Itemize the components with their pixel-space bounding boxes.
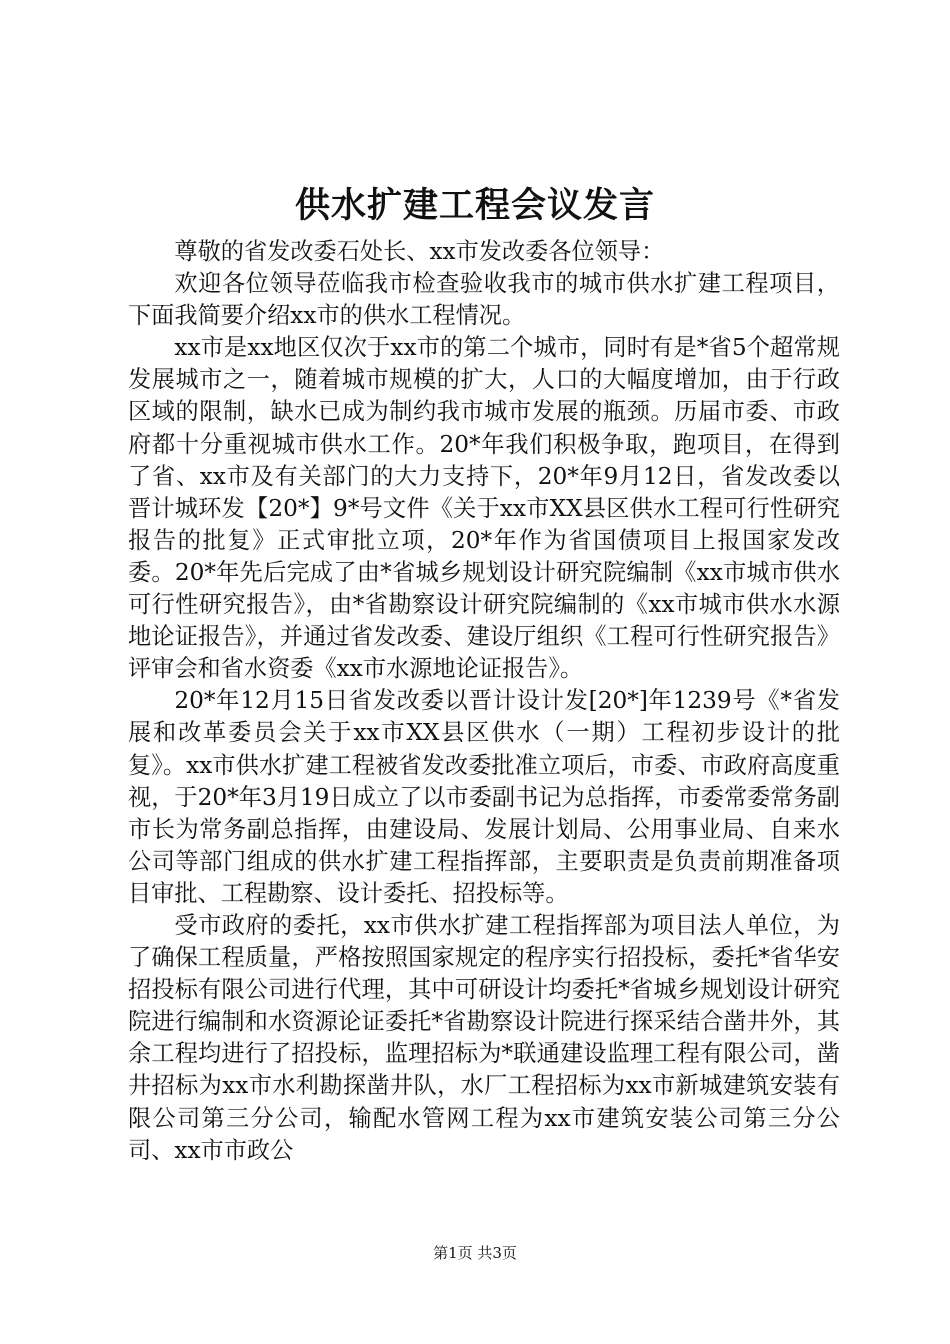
salutation: 尊敬的省发改委石处长、xx市发改委各位领导： <box>174 238 665 265</box>
paragraph: 20*年12月15日省发改委以晋计设计发[20*]年1239号《*省发展和改革委员会关于xx市XX县区供水（一期）工程初步设计的批复》。xx市供水扩建工程被省发改委批准立项后，市委、市政府高度重视，于20*年3月19日成立了以市委副书记为总指挥，市委常委常务副市长为常务副总指挥，由建设局、发展计划局、公用事业局、自来水公司等部门组成的供水扩建工程指挥部，主要职责是负责前期准备项目审批、工程勘察、设计委托、招投标等。 <box>128 687 840 907</box>
document-title: 供水扩建工程会议发言 <box>294 185 655 226</box>
paragraph: xx市是xx地区仅次于xx市的第二个城市，同时有是*省5个超常规发展城市之一，随着城市规模的扩大，人口的大幅度增加，由于行政区域的限制，缺水已成为制约我市城市发展的瓶颈。历届市委、市政府都十分重视城市供水工作。20*年我们积极争取，跑项目，在得到了省、xx市及有关部门的大力支持下，20*年9月12日，省发改委以晋计城环发【20*】9*号文件《关于xx市XX县区供水工程可行性研究报告的批复》正式审批立项，20*年作为省国债项目上报国家发改委。20*年先后完成了由*省城乡规划设计研究院编制《xx市城市供水可行性研究报告》，由*省勘察设计研究院编制的《xx市城市供水水源地论证报告》，并通过省发改委、建设厅组织《工程可行性研究报告》评审会和省水资委《xx市水源地论证报告》。 <box>128 334 840 683</box>
page-footer: 第1页 共3页 <box>433 1244 517 1262</box>
paragraph: 欢迎各位领导莅临我市检查验收我市的城市供水扩建工程项目，下面我简要介绍xx市的供水工程情况。 <box>128 270 840 330</box>
document-body <box>128 236 840 1167</box>
paragraph: 受市政府的委托，xx市供水扩建工程指挥部为项目法人单位，为了确保工程质量，严格按照国家规定的程序实行招投标，委托*省华安招投标有限公司进行代理，其中可研设计均委托*省城乡规划设计研究院进行编制和水资源论证委托*省勘察设计院进行探采结合凿井外，其余工程均进行了招投标，监理招标为*联通建设监理工程有限公司，凿井招标为xx市水利勘探凿井队，水厂工程招标为xx市新城建筑安装有限公司第三分公司，输配水管网工程为xx市建筑安装公司第三分公司、xx市市政公 <box>128 911 840 1164</box>
